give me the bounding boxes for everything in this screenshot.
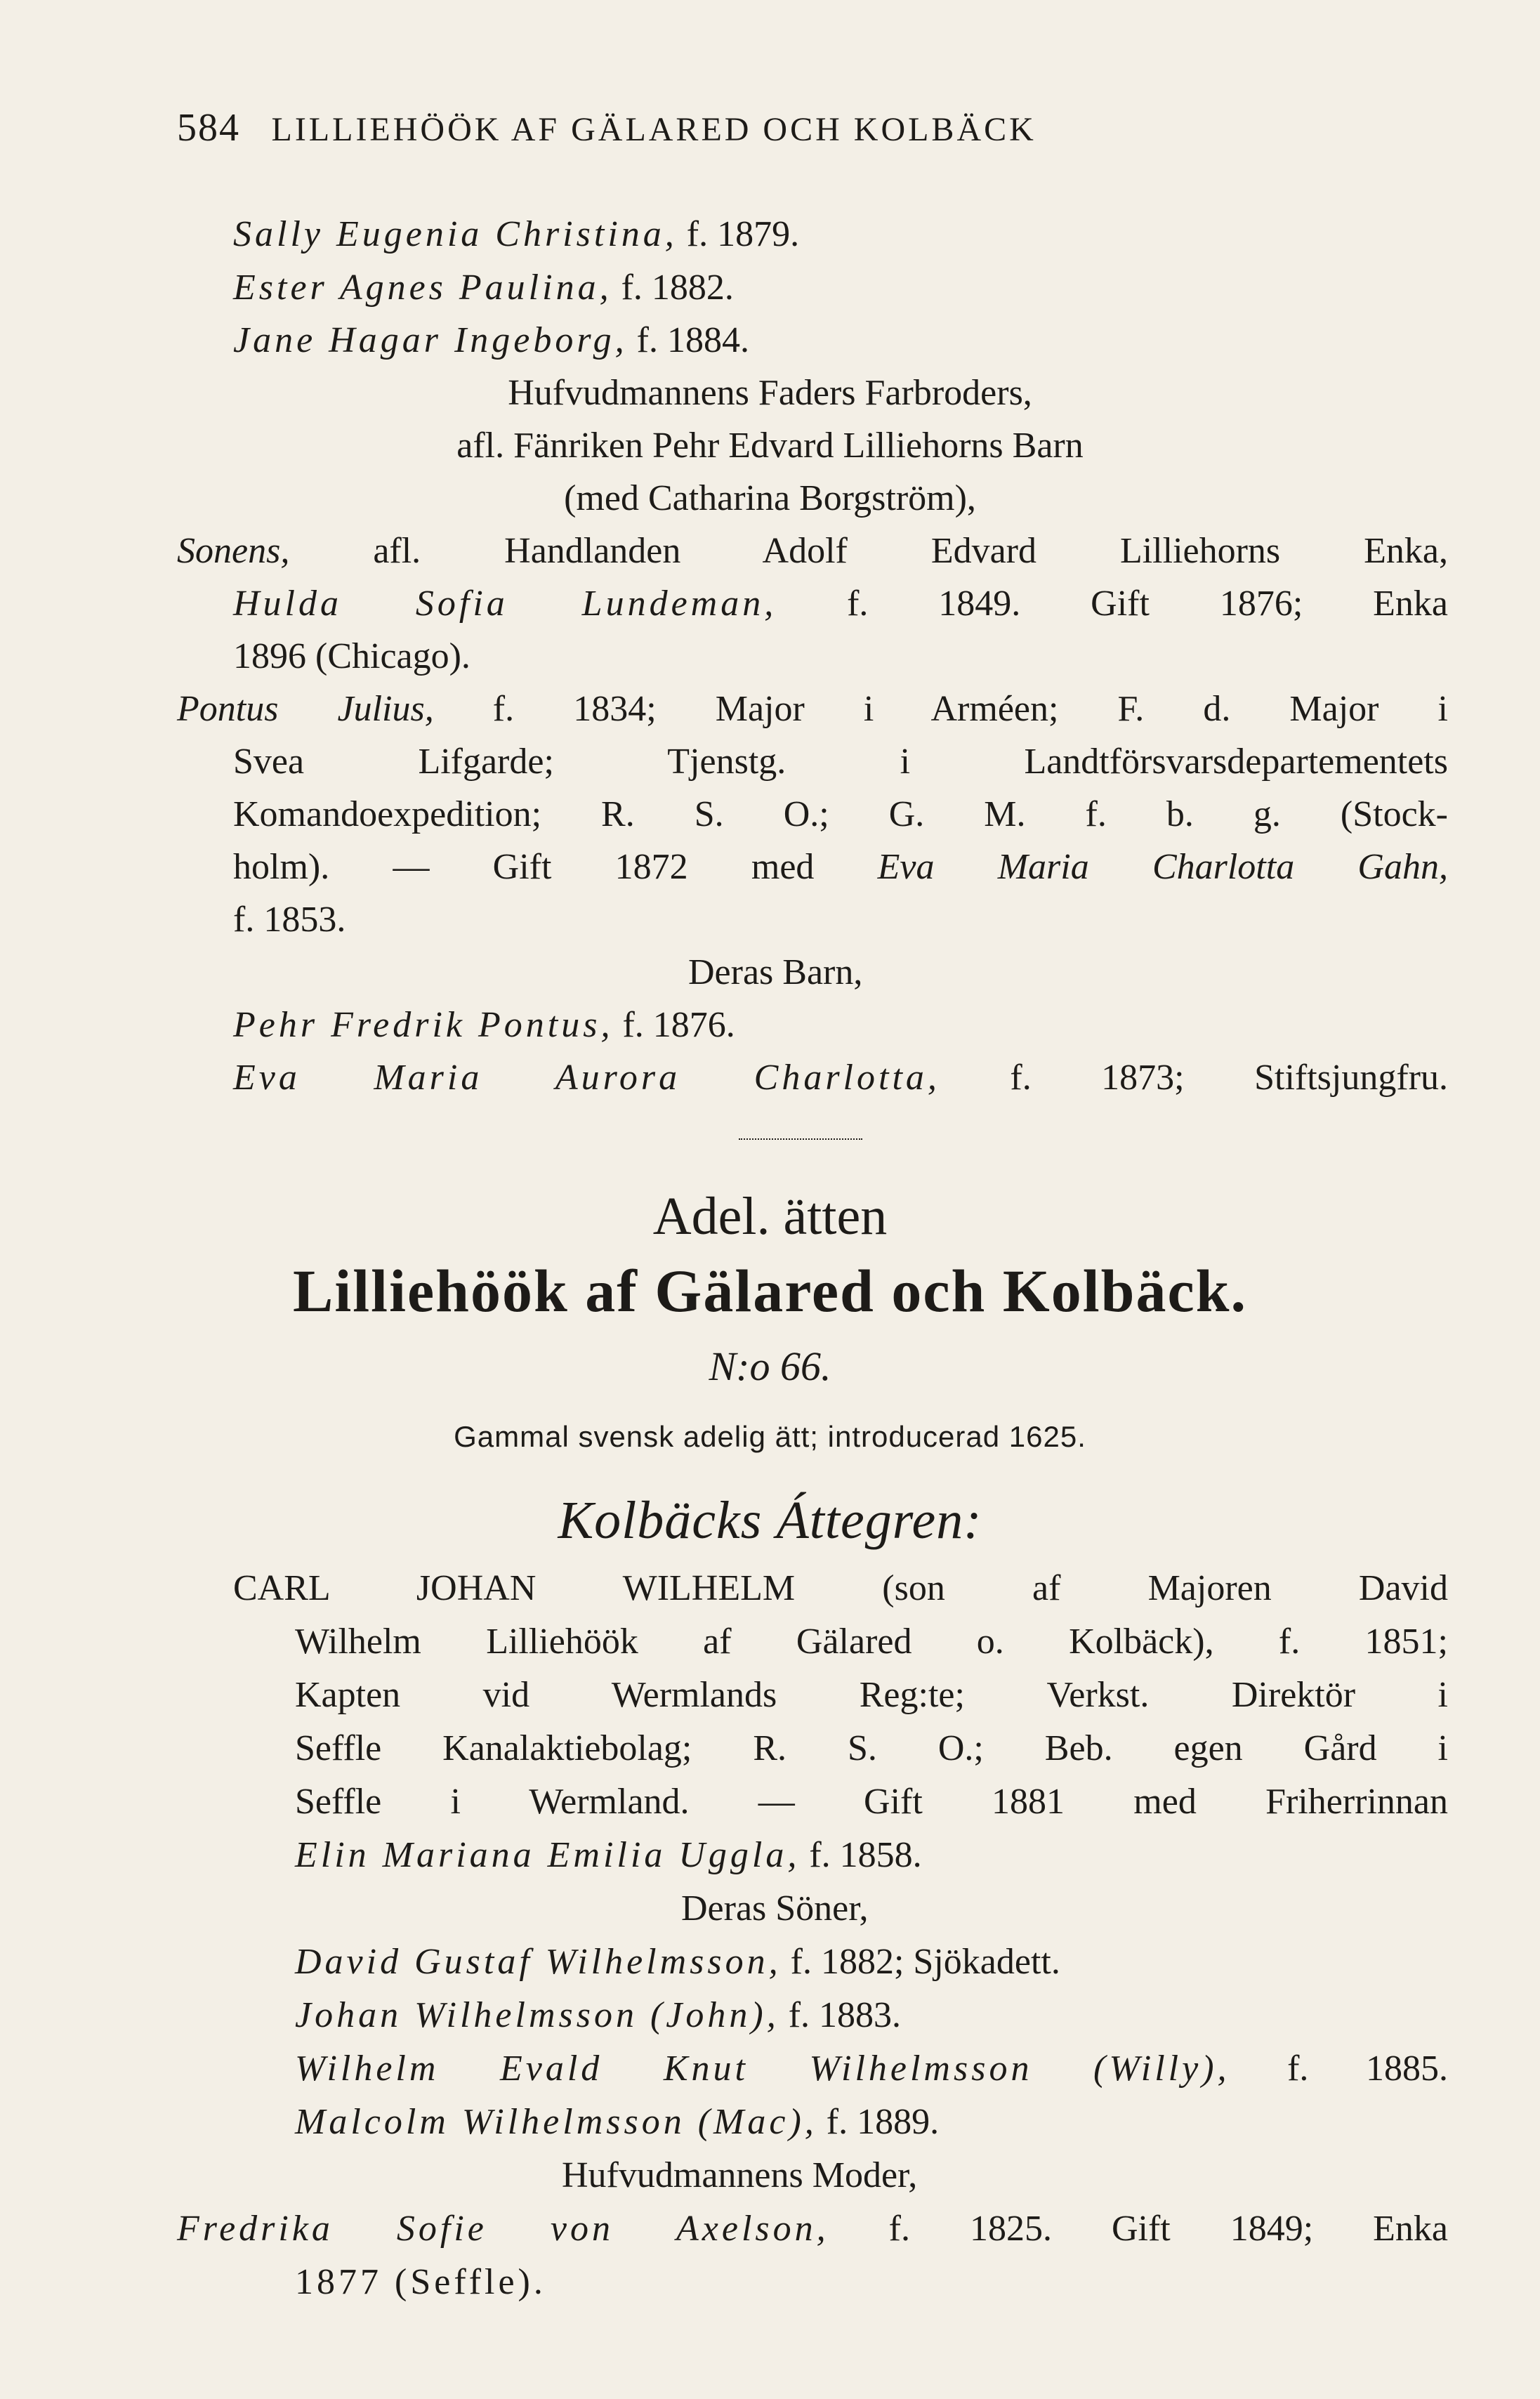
- branch-title: Kolbäcks Áttegren:: [558, 1491, 982, 1550]
- divider-rule: [739, 1138, 862, 1140]
- section-heading: Deras Söner,: [681, 1888, 869, 1928]
- section-heading: Hufvudmannens Moder,: [562, 2155, 918, 2195]
- family-heading: Adel. ätten: [652, 1187, 888, 1246]
- entry-line: 1877 (Seffle).: [295, 2262, 546, 2302]
- entry-line: Pontus Julius, f. 1834; Major i Arméen; F. d. Major i: [177, 689, 1448, 729]
- entry-line: Svea Lifgarde; Tjenstg. i Landtförsvarsdepartementets: [233, 742, 1448, 782]
- page-number: 584: [177, 106, 240, 150]
- running-header: [177, 105, 1036, 150]
- entry-line: Sonens, afl. Handlanden Adolf Edvard Lilliehorns Enka,: [177, 531, 1448, 571]
- section-heading: Deras Barn,: [688, 952, 863, 992]
- section-heading: (med Catharina Borgström),: [564, 478, 976, 518]
- entry-line: Jane Hagar Ingeborg, f. 1884.: [233, 320, 749, 360]
- entry-line: Seffle i Wermland. — Gift 1881 med Friherrinnan: [295, 1782, 1448, 1822]
- entry-line: Kapten vid Wermlands Reg:te; Verkst. Direktör i: [295, 1675, 1448, 1715]
- entry-line: Seffle Kanalaktiebolag; R. S. O.; Beb. egen Gård i: [295, 1728, 1448, 1768]
- entry-line: Johan Wilhelmsson (John), f. 1883.: [295, 1995, 902, 2035]
- entry-line: Elin Mariana Emilia Uggla, f. 1858.: [295, 1835, 922, 1875]
- family-description: Gammal svensk adelig ätt; introducerad 1625.: [454, 1420, 1086, 1453]
- entry-line: Ester Agnes Paulina, f. 1882.: [233, 268, 734, 308]
- family-title: Lilliehöök af Gälared och Kolbäck.: [293, 1257, 1247, 1325]
- section-heading: afl. Fänriken Pehr Edvard Lilliehorns Barn: [456, 426, 1084, 466]
- family-number: N:o 66.: [709, 1343, 831, 1389]
- entry-line: Pehr Fredrik Pontus, f. 1876.: [233, 1005, 735, 1045]
- entry-line: 1896 (Chicago).: [233, 636, 470, 676]
- entry-line: Fredrika Sofie von Axelson, f. 1825. Gift 1849; Enka: [177, 2209, 1449, 2249]
- section-heading: Hufvudmannens Faders Farbroders,: [508, 373, 1032, 413]
- entry-line: holm). — Gift 1872 med Eva Maria Charlotta Gahn,: [233, 847, 1448, 887]
- entry-line: David Gustaf Wilhelmsson, f. 1882; Sjökadett.: [295, 1942, 1060, 1982]
- running-title: LILLIEHÖÖK AF GÄLARED OCH KOLBÄCK: [271, 111, 1036, 148]
- entry-line: Eva Maria Aurora Charlotta, f. 1873; Stiftsjungfru.: [233, 1058, 1448, 1098]
- entry-line: Sally Eugenia Christina, f. 1879.: [233, 214, 800, 254]
- entry-line: Wilhelm Evald Knut Wilhelmsson (Willy), f. 1885.: [295, 2049, 1448, 2089]
- entry-line: f. 1853.: [233, 900, 346, 940]
- entry-line: Hulda Sofia Lundeman, f. 1849. Gift 1876; Enka: [233, 584, 1448, 624]
- entry-line: Komandoexpedition; R. S. O.; G. M. f. b. g. (Stock-: [233, 794, 1448, 834]
- entry-line: Malcolm Wilhelmsson (Mac), f. 1889.: [295, 2102, 940, 2142]
- entry-line: Wilhelm Lilliehöök af Gälared o. Kolbäck), f. 1851;: [295, 1622, 1448, 1662]
- entry-line: CARL JOHAN WILHELM (son af Majoren David: [233, 1568, 1448, 1608]
